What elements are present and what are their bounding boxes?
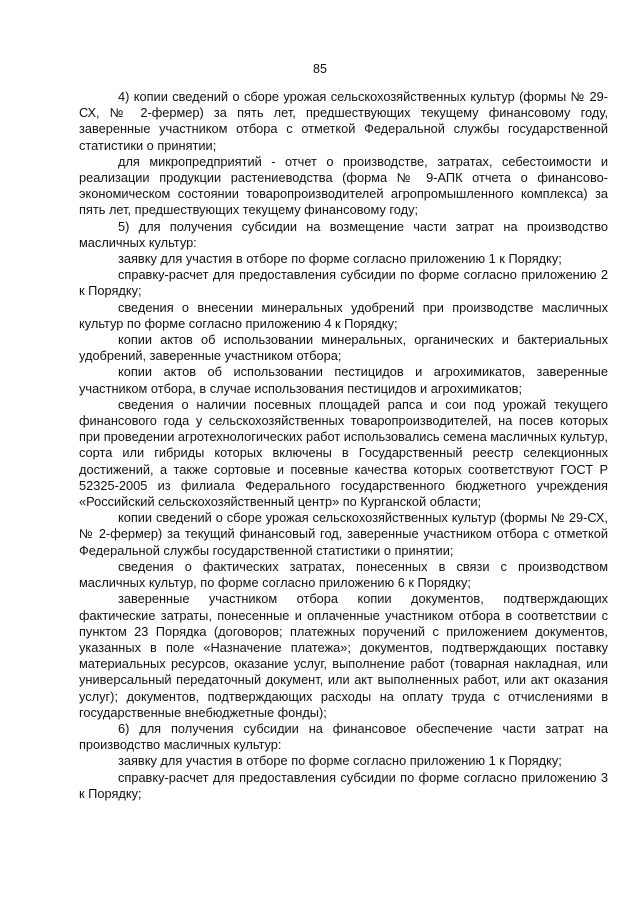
page-number: 85 [313, 62, 327, 76]
paragraph-calculation-form-3: справку-расчет для предоставления субсидии по форме согласно приложению 3 к Порядку; [79, 769, 608, 801]
paragraph-fertilizer-acts: копии актов об использовании минеральных, органических и бактериальных удобрений, заверенные участником отбора; [79, 332, 608, 364]
paragraph-sown-areas: сведения о наличии посевных площадей рапса и сои под урожай текущего финансового года у сельскохозяйственных товаропроизводителей, на посев которых при проведении агротехнологических работ использовались семена масличных культур, сорта или гибриды которых включены в Государственный реестр селекционных достижений, а также сортовые и посевные качества которых соответствуют ГОСТ Р 52325-2005 из филиала Федерального государственного бюджетного учреждения «Российский сельскохозяйственный центр» по Курганской области; [79, 396, 608, 510]
paragraph-application-form-1-b: заявку для участия в отборе по форме согласно приложению 1 к Порядку; [118, 753, 562, 769]
paragraph-item-5-heading: 5) для получения субсидии на возмещение части затрат на производство масличных культур: [79, 218, 608, 250]
paragraph-item-4-copies-harvest: 4) копии сведений о сборе урожая сельскохозяйственных культур (формы № 29-СХ, № 2-фермер) за пять лет, предшествующих текущему финансовому году, заверенные участником отбора с отметкой Федеральной службы государственной статистики о принятии; [79, 89, 608, 153]
paragraph-harvest-current-year: копии сведений о сборе урожая сельскохозяйственных культур (формы № 29-СХ, № 2-фермер) за текущий финансовый год, заверенные участником отбора с отметкой Федеральной службы государственной статистики о принятии; [79, 510, 608, 558]
paragraph-item-6-heading: 6) для получения субсидии на финансовое обеспечение части затрат на производство масличных культур: [79, 720, 608, 753]
paragraph-mineral-fertilizers: сведения о внесении минеральных удобрений при производстве масличных культур по форме согласно приложению 4 к Порядку; [79, 299, 608, 331]
paragraph-cost-documents: заверенные участником отбора копии документов, подтверждающих фактические затраты, понесенные и оплаченные участником отбора в соответствии с пунктом 23 Порядка (договоров; платежных поручений с приложением документов, указанных в поле «Назначение платежа»; документов, подтверждающих поставку материальных ресурсов, оказание услуг, выполнение работ (товарная накладная, или универсальный передаточный документ, или акт выполненных работ, или акт оказания услуг); документов, подтверждающих расходы на оплату труда с отчислениями в государственные внебюджетные фонды); [79, 591, 608, 720]
document-body [79, 89, 608, 802]
paragraph-micro-enterprises-report: для микропредприятий - отчет о производстве, затратах, себестоимости и реализации продукции растениеводства (форма № 9-АПК отчета о финансово-экономическом состоянии товаропроизводителей агропромышленного комплекса) за пять лет, предшествующих текущему финансовому году; [79, 153, 608, 218]
paragraph-application-form-1: заявку для участия в отборе по форме согласно приложению 1 к Порядку; [118, 251, 562, 267]
paragraph-pesticide-acts: копии актов об использовании пестицидов и агрохимикатов, заверенные участником отбора, в случае использования пестицидов и агрохимикатов; [79, 364, 608, 396]
paragraph-actual-costs-form-6: сведения о фактических затратах, понесенных в связи с производством масличных культур, по форме согласно приложению 6 к Порядку; [79, 558, 608, 591]
paragraph-calculation-form-2: справку-расчет для предоставления субсидии по форме согласно приложению 2 к Порядку; [79, 267, 608, 299]
